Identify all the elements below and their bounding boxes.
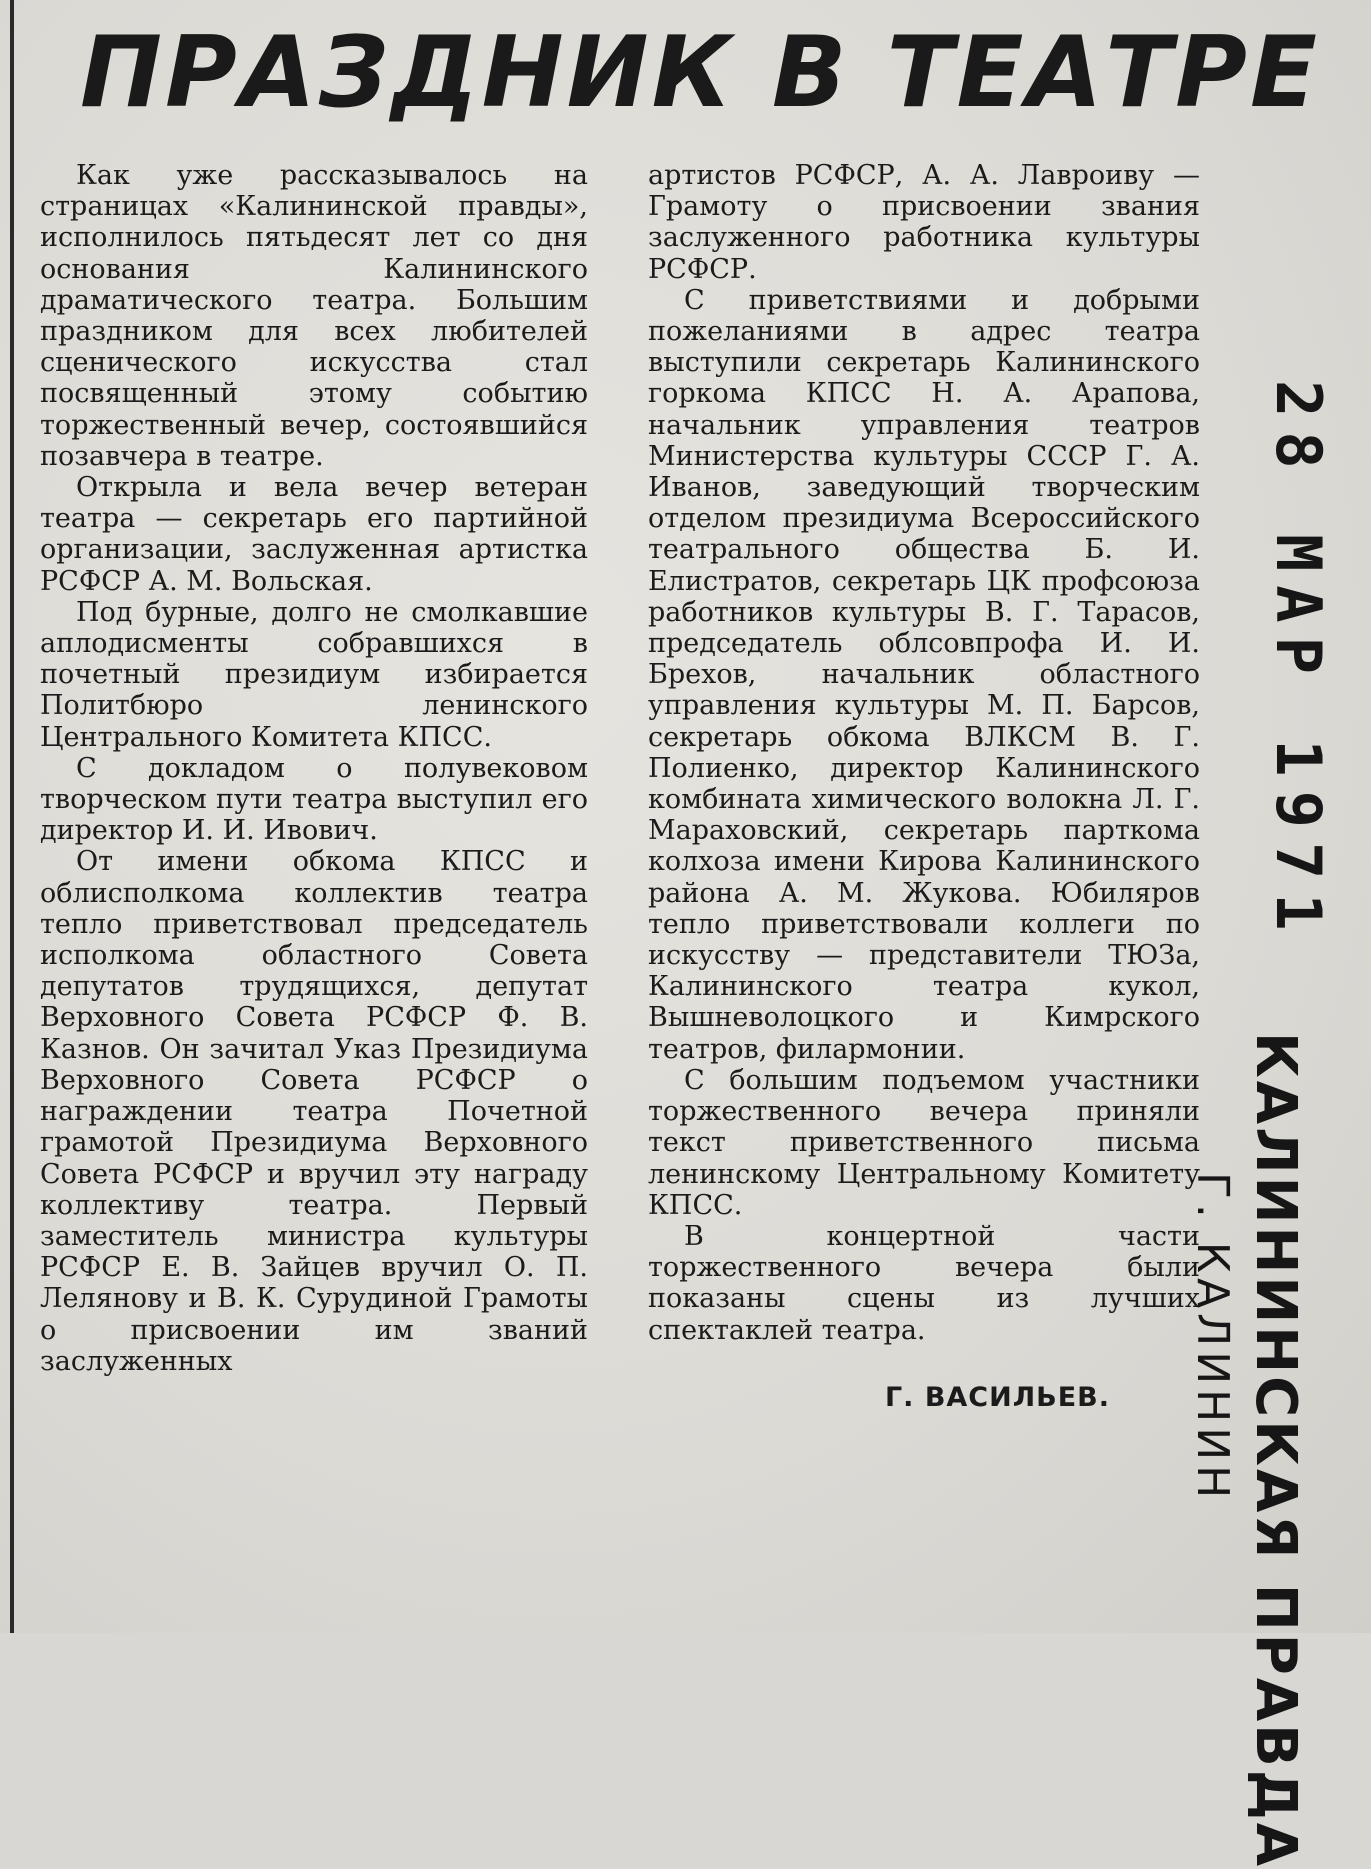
city-stamp: Г. КАЛИНИН xyxy=(1187,1172,1238,1504)
newspaper-name-stamp: КАЛИНИНСКАЯ ПРАВДА xyxy=(1243,1032,1308,1869)
paragraph: Под бурные, долго не смолкавшие аплодисменты собравшихся в почетный президиум избирается Политбюро ленинского Центрального Комитета КПСС. xyxy=(40,596,588,753)
paragraph: Как уже рассказывалось на страницах «Калининской правды», исполнилось пятьдесят лет со дня основания Калининского драматического театра. Большим праздником для всех любителей сценического искусства стал посвященный этому событию торжественный вечер, состоявшийся позавчера в театре. xyxy=(40,160,588,472)
date-stamp: 28 МАР 1971 xyxy=(1262,380,1335,945)
paragraph-continuation: артистов РСФСР, А. А. Лавроиву — Грамоту о присвоении звания заслуженного работника культуры РСФСР. xyxy=(648,160,1200,285)
paragraph: С докладом о полувековом творческом пути театра выступил его директор И. И. Ивович. xyxy=(40,752,588,847)
paragraph: В концертной части торжественного вечера были показаны сцены из лучших спектаклей театра. xyxy=(648,1220,1200,1346)
author-signature: Г. ВАСИЛЬЕВ. xyxy=(884,1381,1110,1413)
paragraph: Открыла и вела вечер ветеран театра — секретарь его партийной организации, заслуженная артистка РСФСР А. М. Вольская. xyxy=(40,472,588,597)
paragraph: С большим подъемом участники торжественного вечера приняли текст приветственного письма ленинскому Центральному Комитету КПСС. xyxy=(648,1064,1200,1221)
article-column-right xyxy=(648,160,1200,1413)
paragraph: С приветствиями и добрыми пожеланиями в адрес театра выступили секретарь Калининского горкома КПСС Н. А. Арапова, начальник управления театров Министерства культуры СССР Г. А. Иванов, заведующий творческим отделом президиума Всероссийского театрального общества Б. И. Елистратов, секретарь ЦК профсоюза работников культуры В. Г. Тарасов, председатель облсовпрофа И. И. Брехов, начальник областного управления культуры М. П. Барсов, секретарь обкома ВЛКСМ В. Г. Полиенко, директор Калининского комбината химического волокна Л. Г. Мараховский, секретарь парткома колхоза имени Кирова Калининского района А. М. Жукова. Юбиляров тепло приветствовали коллеги по искусству — представители ТЮЗа, Калининского театра кукол, Вышневолоцкого и Кимрского театров, филармонии. xyxy=(648,284,1200,1065)
column-rule xyxy=(10,0,14,1633)
paragraph: От имени обкома КПСС и облисполкома коллектив театра тепло приветствовал председатель исполкома областного Совета депутатов трудящихся, депутат Верховного Совета РСФСР Ф. В. Казнов. Он зачитал Указ Президиума Верховного Совета РСФСР о награждении театра Почетной грамотой Президиума Верховного Совета РСФСР и вручил эту награду коллективу театра. Первый заместитель министра культуры РСФСР Е. В. Зайцев вручил О. П. Лелянову и В. К. Сурудиной Грамоты о присвоении им званий заслуженных xyxy=(40,846,588,1377)
headline: ПРАЗДНИК В ТЕАТРЕ xyxy=(80,16,1320,130)
article-column-left xyxy=(40,160,588,1377)
